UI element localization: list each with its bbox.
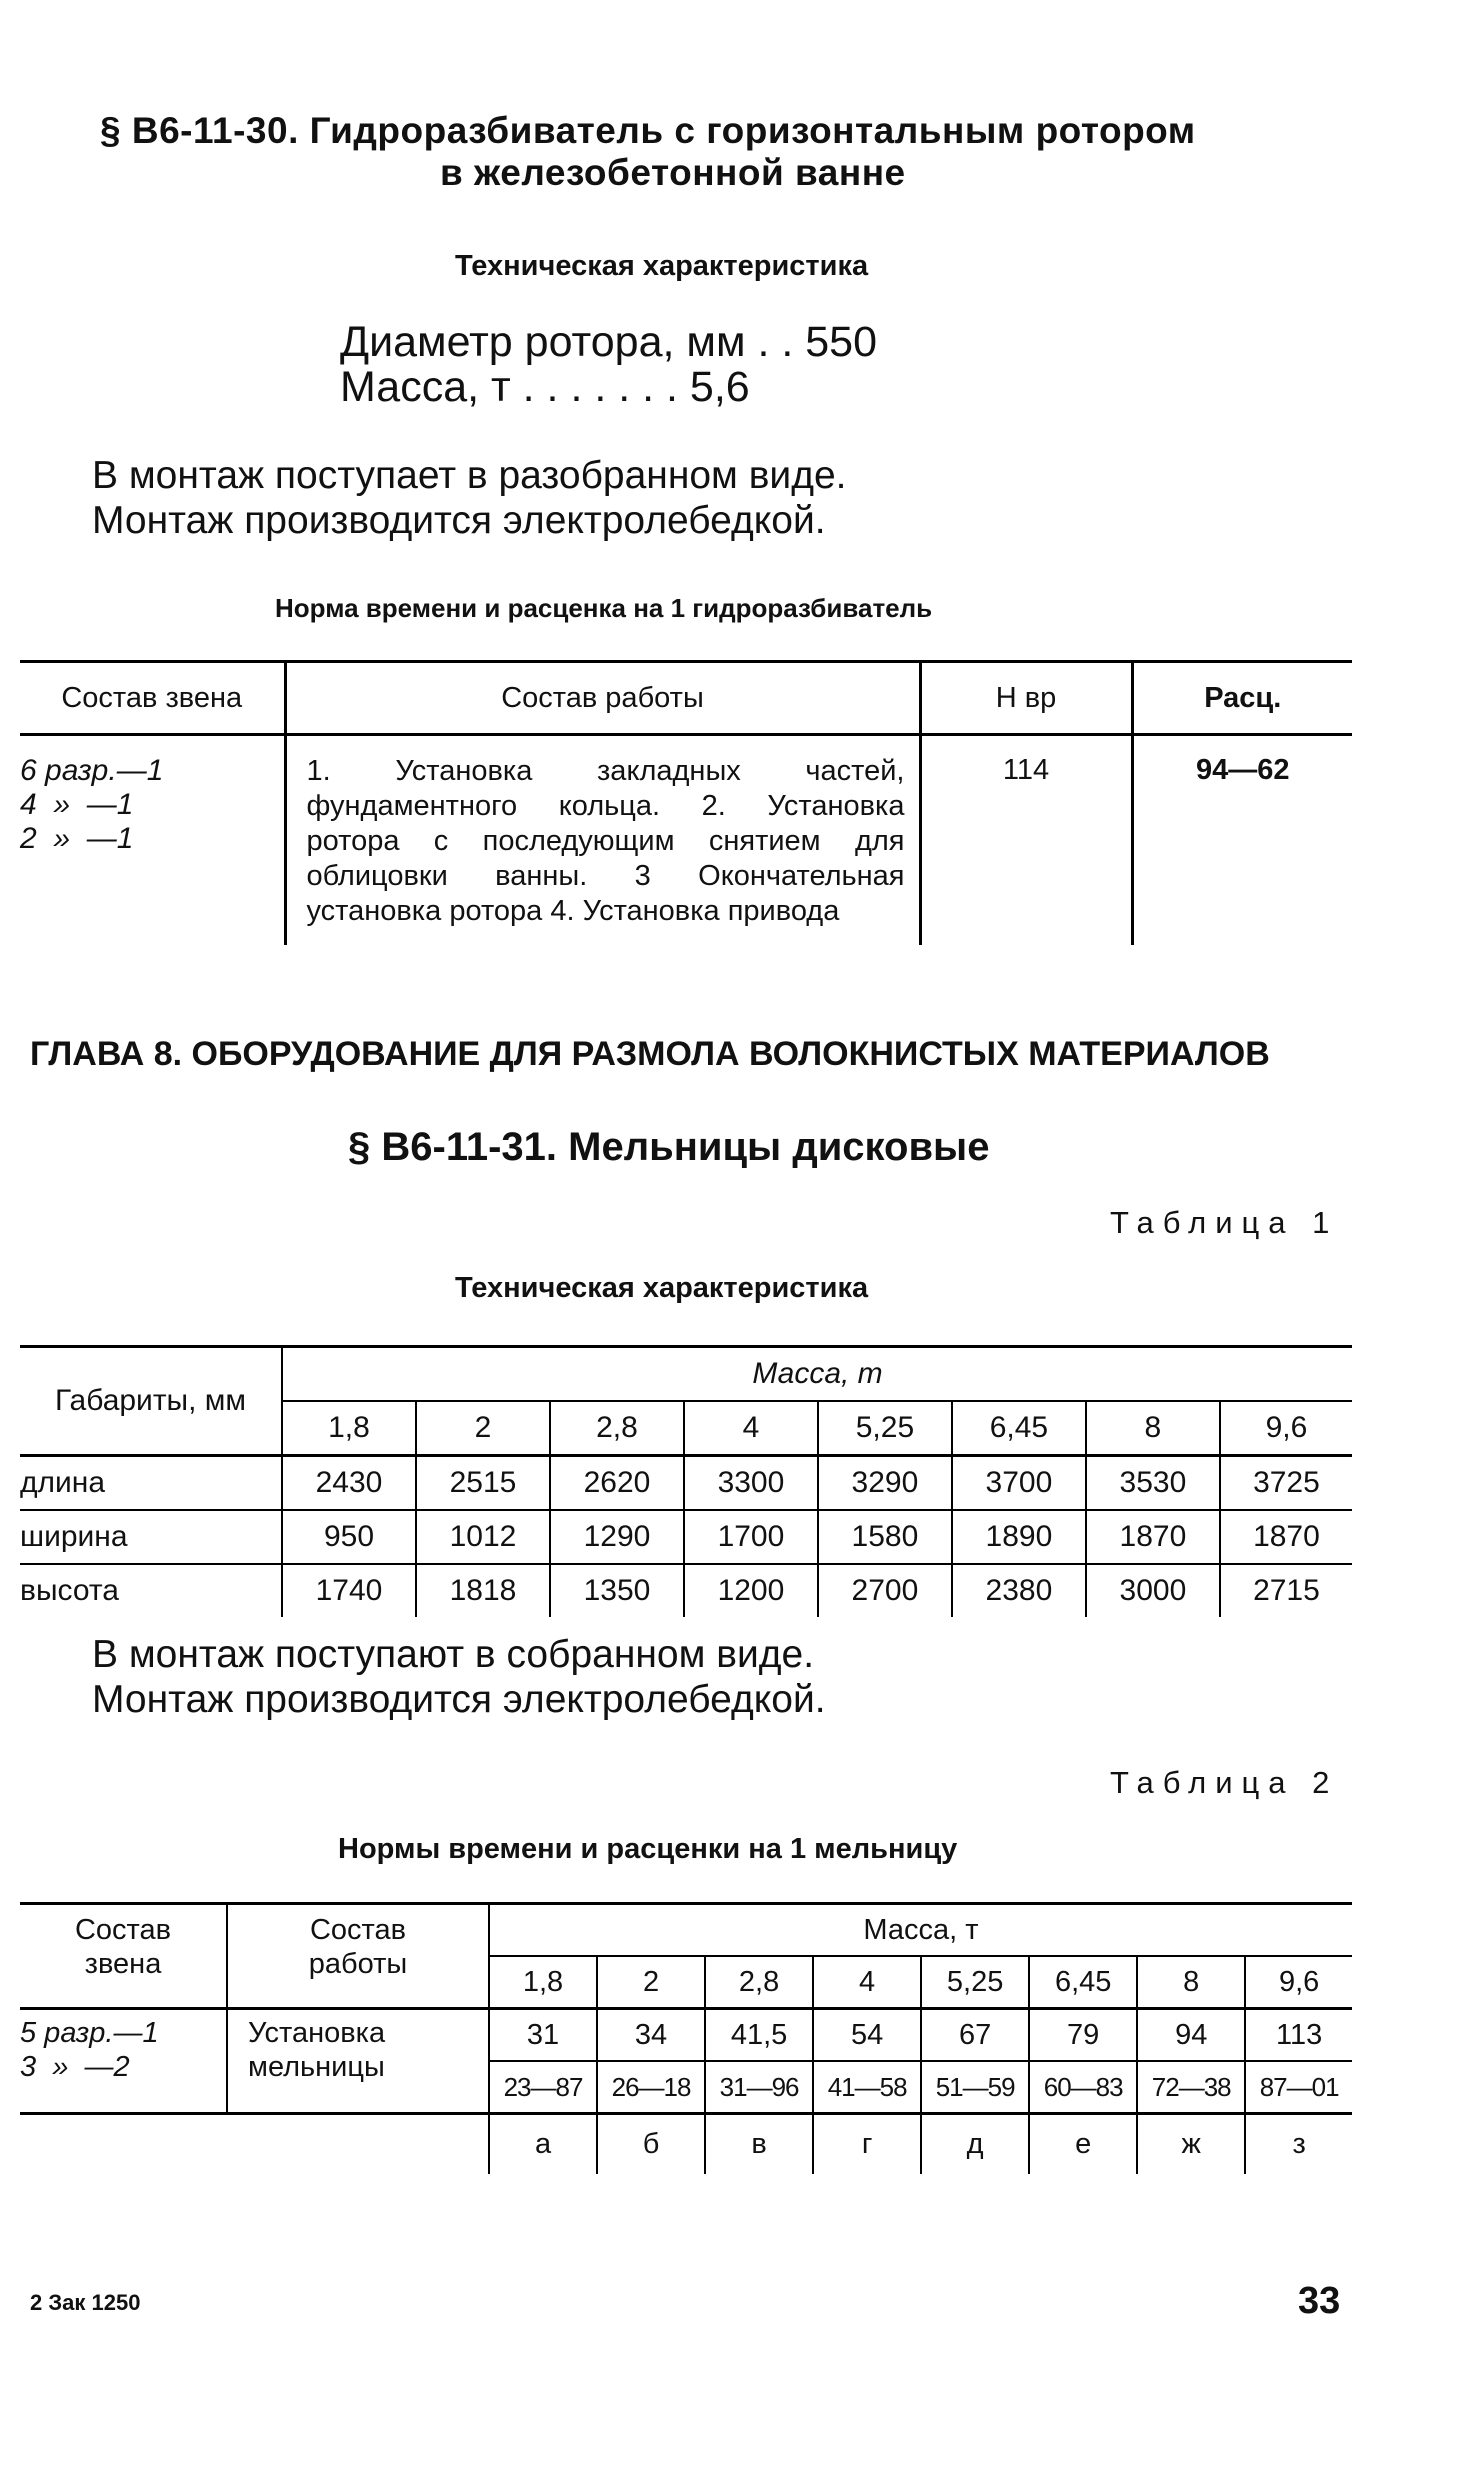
section2-title: § В6-11-31. Мельницы дисковые (348, 1125, 990, 1169)
table-row (20, 735, 1352, 945)
mass-col: 9,6 (1265, 1411, 1308, 1444)
delivery-note-2: В монтаж поступают в собранном виде. (92, 1633, 815, 1676)
rate-cell: 51—59 (921, 2061, 1029, 2114)
installation-note-2: Монтаж производится электролебедкой. (92, 1678, 826, 1721)
column-letter: в (705, 2114, 813, 2174)
installation-note: Монтаж производится электролебедкой. (92, 499, 826, 542)
table-row (20, 2009, 1352, 2062)
blank-cell (227, 2114, 489, 2174)
column-letter: е (1029, 2114, 1137, 2174)
mass-col: 4 (684, 1401, 818, 1456)
column-letter: д (921, 2114, 1029, 2174)
rate-cell: 60—83 (1029, 2061, 1137, 2114)
table-cell: 1580 (818, 1510, 952, 1564)
hvr-cell: 67 (921, 2009, 1029, 2062)
table-cell: 2715 (1253, 1574, 1320, 1607)
mass-col: 6,45 (1029, 1956, 1137, 2009)
header-work (227, 1904, 489, 2009)
norm-table (20, 660, 1352, 945)
spec-line-diameter: Диаметр ротора, мм . . 550 (340, 318, 877, 366)
corner-label: Габариты, мм (20, 1347, 282, 1456)
mass-col: 1,8 (282, 1401, 416, 1456)
header-crew-text: Состав звена (74, 1914, 172, 1980)
table-cell: 950 (282, 1510, 416, 1564)
table-cell: 2430 (282, 1456, 416, 1511)
table-cell: 3700 (952, 1456, 1086, 1511)
hvr-cell: 31 (489, 2009, 597, 2062)
crew-line: 5 разр.—1 (20, 2017, 159, 2049)
crew-line: 6 разр.—1 (20, 754, 164, 787)
table-cell: 1890 (952, 1510, 1086, 1564)
rate-cell: 41—58 (813, 2061, 921, 2114)
table-row (20, 1564, 1352, 1617)
column-letter: а (489, 2114, 597, 2174)
spec-table (20, 1345, 1352, 1617)
blank-cell (20, 2114, 227, 2174)
table1-label: Таблица 1 (1110, 1205, 1339, 1240)
mass-col: 4 (813, 1956, 921, 2009)
hvr-cell: 41,5 (705, 2009, 813, 2062)
header-hvr: Н вр (920, 662, 1132, 735)
hvr-cell: 34 (597, 2009, 705, 2062)
rate-cell: 23—87 (489, 2061, 597, 2114)
column-letters-row (20, 2114, 1352, 2174)
rate-cell: 31—96 (705, 2061, 813, 2114)
table-cell: 2515 (416, 1456, 550, 1511)
mill-table (20, 1902, 1352, 2174)
table-cell: 3000 (1086, 1564, 1220, 1617)
hvr-cell: 114 (920, 735, 1132, 945)
rate-cell: 87—01 (1259, 2071, 1339, 2102)
table-cell: 2700 (818, 1564, 952, 1617)
mass-col: 1,8 (489, 1956, 597, 2009)
table-cell: 1740 (282, 1564, 416, 1617)
section-title-line2: в железобетонной ванне (440, 152, 906, 193)
spec-line-mass: Масса, т . . . . . . . 5,6 (340, 363, 750, 411)
table-cell: 1700 (684, 1510, 818, 1564)
column-letter: ж (1137, 2114, 1245, 2174)
crew-line: 2 » —1 (20, 822, 134, 855)
spec-heading: Техническая характеристика (455, 250, 869, 282)
mass-col: 8 (1086, 1401, 1220, 1456)
hvr-cell: 54 (813, 2009, 921, 2062)
table-cell: 1012 (416, 1510, 550, 1564)
mass-col: 6,45 (952, 1401, 1086, 1456)
header-rate: Расц. (1132, 662, 1352, 735)
mass-col: 2,8 (705, 1956, 813, 2009)
header-work: Состав работы (285, 662, 920, 735)
crew-cell (20, 735, 285, 945)
norm-heading: Норма времени и расценка на 1 гидроразбиватель (275, 593, 933, 623)
table-cell: 3300 (684, 1456, 818, 1511)
mass-col: 5,25 (818, 1401, 952, 1456)
hvr-cell: 113 (1275, 2018, 1323, 2051)
mass-col: 5,25 (921, 1956, 1029, 2009)
rate-cell: 72—38 (1137, 2061, 1245, 2114)
table2-label: Таблица 2 (1110, 1765, 1339, 1800)
rate-cell: 26—18 (597, 2061, 705, 2114)
mass-col: 9,6 (1278, 1965, 1320, 1998)
table-cell: 1350 (550, 1564, 684, 1617)
mass-col: 2 (416, 1401, 550, 1456)
spec2-heading: Техническая характеристика (455, 1272, 869, 1304)
hvr-cell: 94 (1137, 2009, 1245, 2062)
header-crew: Состав звена (20, 662, 285, 735)
mass-header: Масса, т (282, 1347, 1352, 1402)
norm2-heading: Нормы времени и расценки на 1 мельницу (338, 1833, 958, 1865)
mass-header: Масса, т (489, 1904, 1352, 1957)
work-text: Установка мельницы (248, 2017, 386, 2083)
table-row (20, 1456, 1352, 1511)
table-cell: 1290 (550, 1510, 684, 1564)
work-cell (227, 2009, 489, 2114)
table-cell: 3530 (1086, 1456, 1220, 1511)
section-title-line1: § В6-11-30. Гидроразбиватель с горизонтальным ротором (100, 110, 1196, 151)
table-cell: 1818 (416, 1564, 550, 1617)
table-cell: 2380 (952, 1564, 1086, 1617)
work-cell: 1. Установка закладных частей, фундаментного кольца. 2. Установка ротора с последующим снятием для облицовки ванны. 3 Окончательная установка ротора 4. Установка привода (285, 735, 920, 945)
column-letter: б (597, 2114, 705, 2174)
mass-col: 2 (597, 1956, 705, 2009)
crew-line: 4 » —1 (20, 788, 134, 821)
crew-cell (20, 2009, 227, 2114)
hvr-cell: 79 (1029, 2009, 1137, 2062)
page-number: 33 (1298, 2280, 1341, 2322)
row-label: высота (20, 1564, 282, 1617)
row-label: длина (20, 1456, 282, 1511)
mass-col: 2,8 (550, 1401, 684, 1456)
delivery-note: В монтаж поступает в разобранном виде. (92, 454, 847, 497)
footer-order-note: 2 Зак 1250 (30, 2290, 141, 2315)
table-cell: 3725 (1220, 1456, 1352, 1511)
table-cell: 1870 (1086, 1510, 1220, 1564)
column-letter: г (813, 2114, 921, 2174)
table-cell: 2620 (550, 1456, 684, 1511)
header-crew (20, 1904, 227, 2009)
column-letter: з (1292, 2127, 1306, 2160)
rate-cell: 94—62 (1195, 754, 1290, 786)
table-cell: 1870 (1220, 1510, 1352, 1564)
crew-line: 3 » —2 (20, 2051, 130, 2083)
table-cell: 3290 (818, 1456, 952, 1511)
table-cell: 1200 (684, 1564, 818, 1617)
table-row (20, 1510, 1352, 1564)
mass-col: 8 (1137, 1956, 1245, 2009)
row-label: ширина (20, 1510, 282, 1564)
header-work-text: Состав работы (308, 1914, 408, 1980)
chapter-title: ГЛАВА 8. ОБОРУДОВАНИЕ ДЛЯ РАЗМОЛА ВОЛОКНИСТЫХ МАТЕРИАЛОВ (30, 1035, 1270, 1073)
